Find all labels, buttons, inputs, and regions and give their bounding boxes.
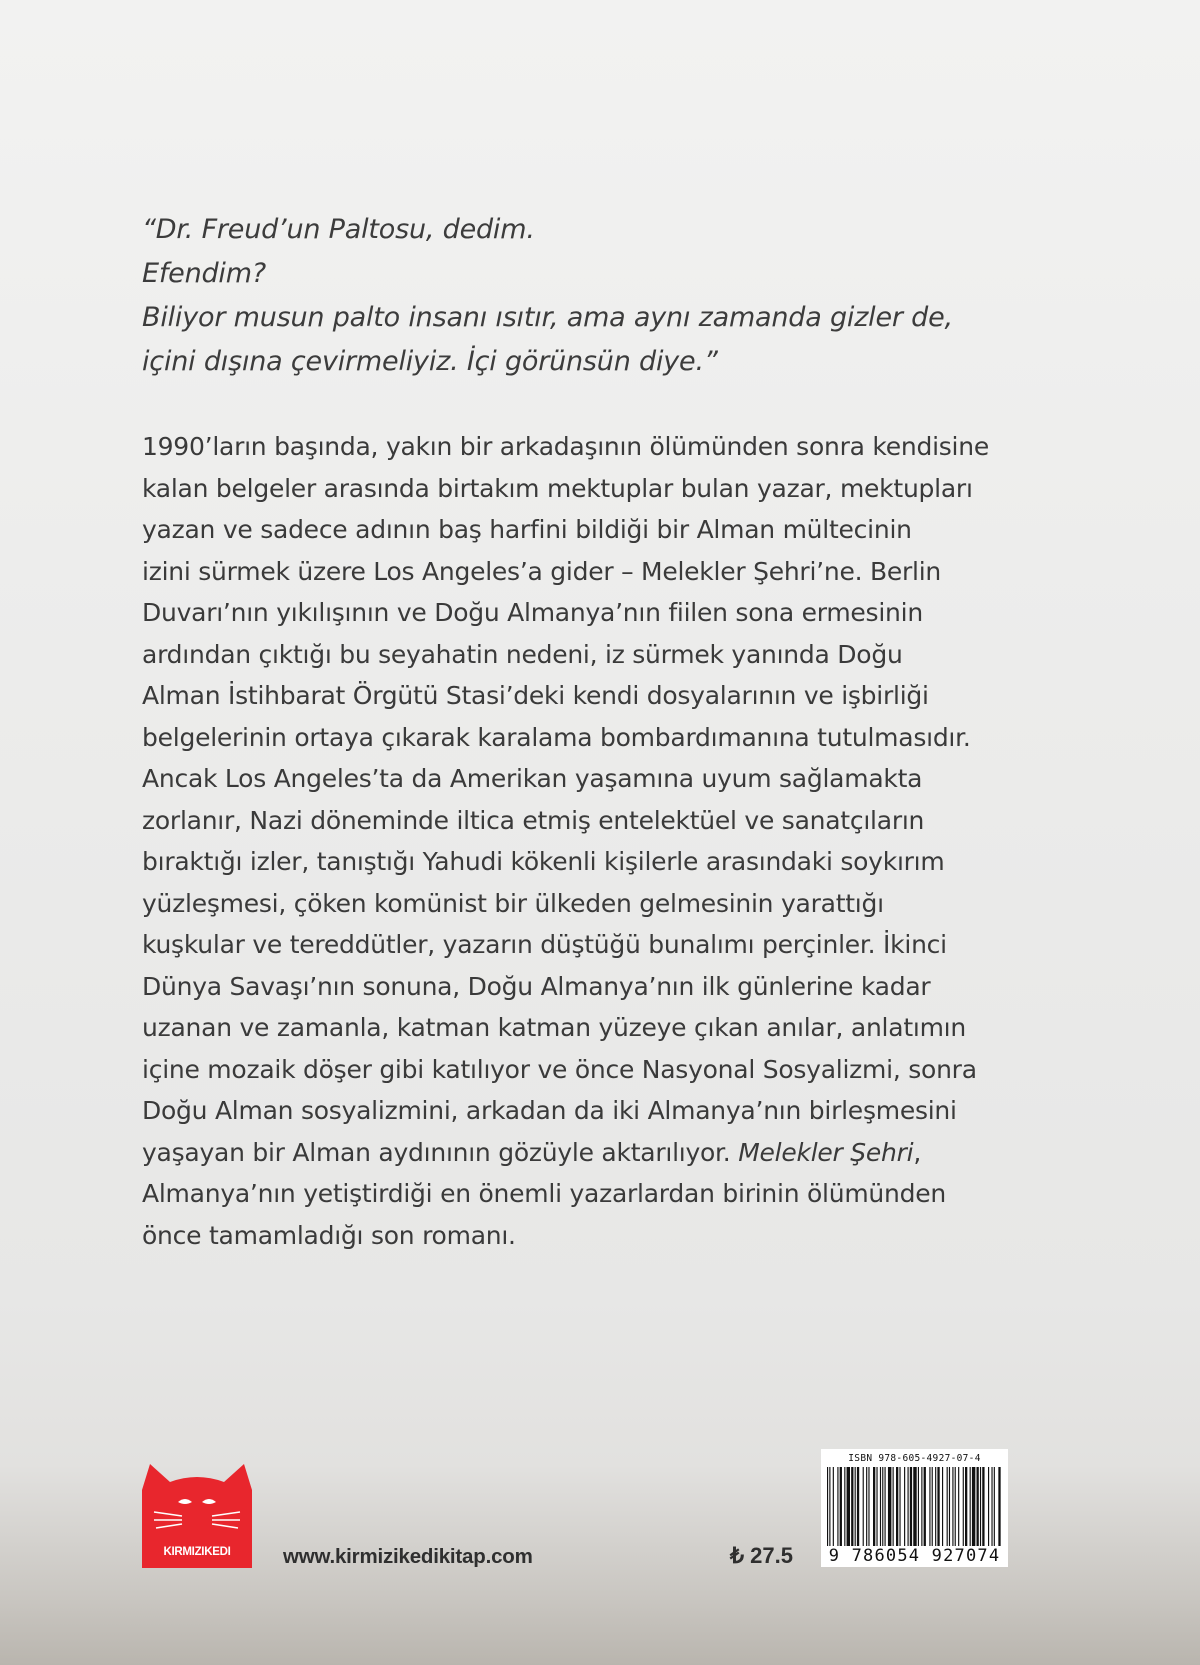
barcode-bar (888, 1467, 891, 1549)
description-line: kalan belgeler arasında birtakım mektuplar bulan yazar, mektupları (142, 473, 973, 503)
barcode-bar (998, 1467, 1000, 1549)
barcode-bar (851, 1467, 853, 1549)
barcode-bar (882, 1467, 883, 1549)
barcode-bar (958, 1467, 959, 1549)
barcode-bar (913, 1467, 916, 1549)
barcode-bar (949, 1467, 950, 1549)
description-line: Ancak Los Angeles’ta da Amerikan yaşamına uyum sağlamakta (142, 764, 923, 793)
barcode-bar (955, 1467, 956, 1549)
description-line (142, 1132, 1087, 1174)
quote-line: Biliyor musun palto insanı ısıtır, ama aynı zamanda gizler de, (142, 302, 953, 333)
description-text: yaşayan bir Alman aydınının gözüyle aktarılıyor. (142, 1137, 739, 1167)
book-title-italic: Melekler Şehri (738, 1137, 914, 1167)
barcode-bar (868, 1467, 869, 1549)
description-line: Almanya’nın yetiştirdiği en önemli yazarlardan birinin ölümünden (142, 1179, 946, 1208)
quote-line: içini dışına çevirmeliyiz. İçi görünsün diye.” (142, 346, 718, 377)
description-line: yazan ve sadece adının baş harfini bildiği bir Alman mültecinin (142, 515, 912, 544)
barcode-bar (932, 1467, 933, 1549)
description-line: Dünya Savaşı’nın sonuna, Doğu Almanya’nın ilk günlerine kadar (142, 971, 931, 1001)
description-line: Doğu Alman sosyalizmini, arkadan da iki Almanya’nın birleşmesini (142, 1096, 957, 1125)
publisher-website[interactable]: www.kirmizikedikitap.com (283, 1545, 533, 1568)
description-line: bıraktığı izler, tanıştığı Yahudi kökenli kişilerle arasındaki soykırım (142, 847, 945, 876)
barcode-bar (965, 1467, 967, 1549)
barcode-bar (866, 1467, 867, 1549)
quote-line: Efendim? (142, 258, 266, 289)
barcode-bar (827, 1467, 828, 1549)
barcode-bar (963, 1467, 964, 1549)
description-line: 1990’ların başında, yakın bir arkadaşının ölümünden sonra kendisine (142, 432, 989, 461)
barcode-bar (977, 1467, 979, 1549)
barcode-bar (840, 1467, 842, 1549)
barcode-bar (893, 1467, 894, 1549)
description-line: ardından çıktığı bu seyahatin nedeni, iz sürmek yanında Doğu (142, 639, 903, 669)
price-label: ₺ 27.5 (730, 1543, 793, 1568)
description-line: uzanan ve zamanla, katman katman yüzeye çıkan anılar, anlatımın (142, 1013, 966, 1042)
barcode-bars (825, 1467, 1004, 1549)
description-line: kuşkular ve tereddütler, yazarın düştüğü bunalımı perçinler. İkinci (142, 930, 947, 959)
barcode-bar (847, 1467, 850, 1549)
barcode-bar (863, 1467, 864, 1549)
description-text: , (913, 1137, 922, 1167)
description-line: Alman İstihbarat Örgütü Stasi’deki kendi dosyalarının ve işbirliği (142, 681, 929, 710)
barcode-bar (837, 1467, 838, 1549)
barcode-bar (857, 1467, 859, 1549)
barcode-bar (873, 1467, 875, 1549)
barcode-bar (904, 1467, 905, 1549)
barcode-bar (947, 1467, 948, 1549)
description-line: yüzleşmesi, çöken komünist bir ülkeden gelmesinin yarattığı (142, 888, 884, 918)
barcode-bar (935, 1467, 936, 1549)
barcode-bar (982, 1467, 984, 1549)
barcode-bar (970, 1467, 971, 1549)
description-line: belgelerinin ortaya çıkarak karalama bombardımanına tutulmasıdır. (142, 722, 971, 752)
barcode-bar (972, 1467, 975, 1549)
barcode-bar (880, 1467, 881, 1549)
barcode-bar (844, 1467, 845, 1549)
barcode-bar (829, 1467, 830, 1549)
barcode-bar (942, 1467, 943, 1549)
barcode-bar (921, 1467, 922, 1549)
publisher-logo (142, 1460, 252, 1568)
quote-line: “Dr. Freud’un Paltosu, dedim. (142, 214, 535, 245)
barcode-bar (910, 1467, 912, 1549)
barcode-bar (885, 1467, 886, 1549)
barcode-bar (908, 1467, 909, 1549)
isbn-barcode (821, 1449, 1008, 1567)
isbn-label: ISBN 978-605-4927-07-4 (848, 1453, 981, 1464)
barcode-bar (896, 1467, 898, 1549)
barcode-bar (833, 1467, 834, 1549)
barcode-bar (924, 1467, 926, 1549)
barcode-bar (994, 1467, 995, 1549)
barcode-bar (855, 1467, 856, 1549)
barcode-bar (876, 1467, 877, 1549)
description-line: zorlanır, Nazi döneminde iltica etmiş entelektüel ve sanatçıların (142, 805, 925, 835)
barcode-bar (929, 1467, 930, 1549)
publisher-logo-text: KIRMIZIKEDI (163, 1546, 231, 1558)
barcode-bar (918, 1467, 919, 1549)
barcode-bar (980, 1467, 981, 1549)
description-line: içine mozaik döşer gibi katılıyor ve önce Nasyonal Sosyalizmi, sonra (142, 1054, 977, 1084)
barcode-bar (952, 1467, 953, 1549)
description-line: önce tamamladığı son romanı. (142, 1220, 516, 1250)
description-line: Duvarı’nın yıkılışının ve Doğu Almanya’nın fiilen sona ermesinin (142, 598, 923, 627)
barcode-bar (899, 1467, 900, 1549)
description-line: izini sürmek üzere Los Angeles’a gider – Melekler Şehri’ne. Berlin (142, 556, 942, 586)
barcode-bar (937, 1467, 939, 1549)
barcode-bar (988, 1467, 989, 1549)
book-description (142, 426, 1087, 1256)
barcode-bar (991, 1467, 992, 1549)
epigraph-quote (142, 208, 1082, 384)
barcode-digits: 9 786054 927074 (821, 1546, 1008, 1566)
